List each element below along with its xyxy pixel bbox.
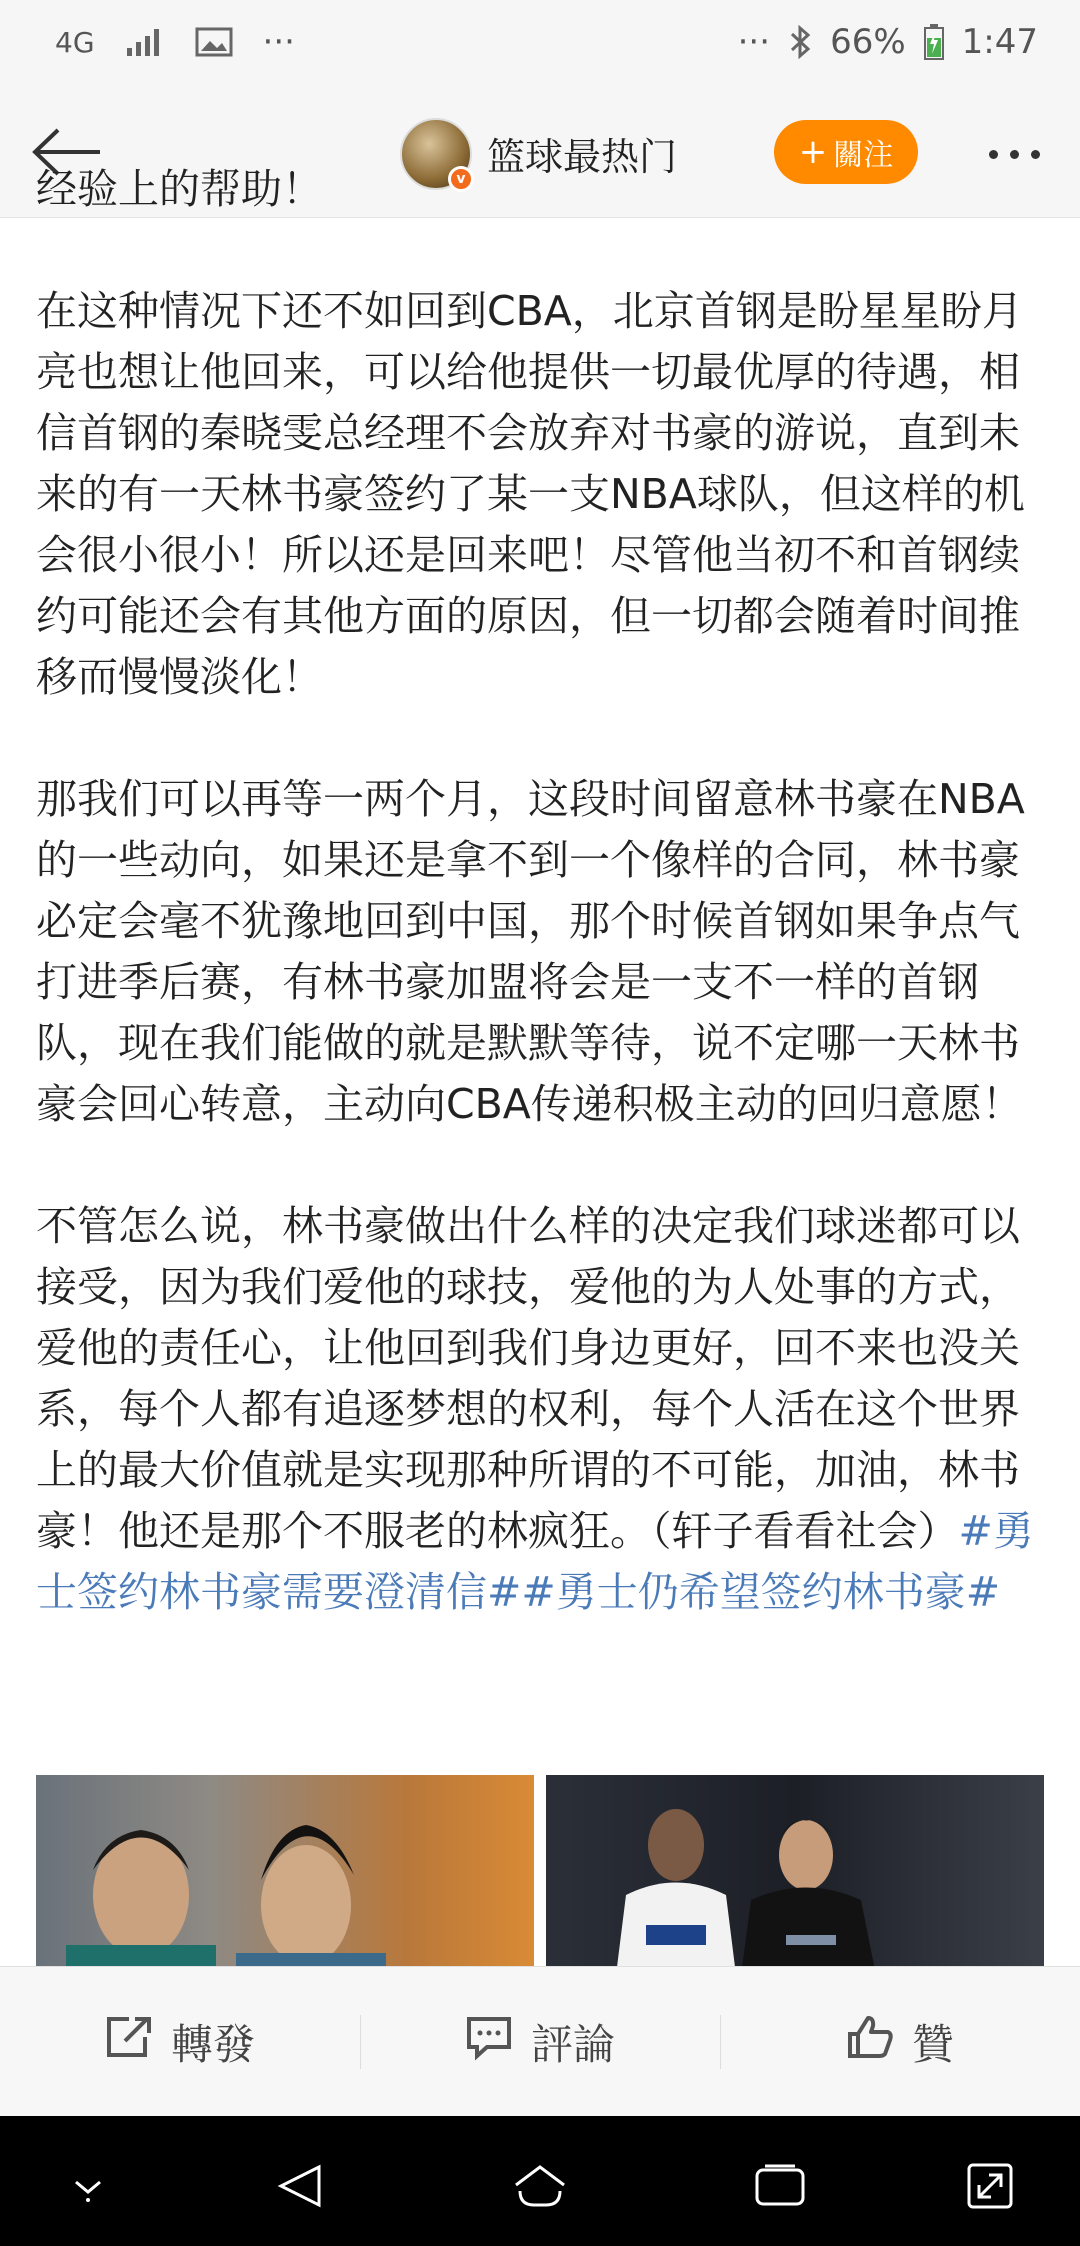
article-paragraph-last bbox=[36, 1196, 1036, 1623]
signal-icon bbox=[125, 26, 165, 58]
status-bar bbox=[0, 0, 1080, 90]
overflow-indicator-right: ··· bbox=[737, 22, 771, 62]
overflow-indicator: ··· bbox=[262, 22, 295, 62]
more-dots-icon bbox=[989, 150, 998, 159]
battery-percent: 66% bbox=[830, 22, 906, 62]
comment-label: 評論 bbox=[530, 2019, 615, 2069]
chevron-down-icon[interactable] bbox=[58, 2156, 118, 2216]
warriors-game-photo[interactable] bbox=[546, 1775, 1044, 1975]
share-icon bbox=[105, 2015, 153, 2069]
article-cut-line: 经验上的帮助！ bbox=[36, 165, 323, 213]
verified-badge-icon: v bbox=[448, 166, 474, 192]
clock: 1:47 bbox=[961, 22, 1038, 62]
like-button[interactable] bbox=[720, 1967, 1080, 2116]
hashtag-link[interactable]: #勇士仍希望签约林书豪# bbox=[521, 1568, 1001, 1616]
thumbs-up-icon bbox=[846, 2014, 894, 2070]
hashtag-link[interactable]: #勇士签约林书豪需要澄清信# bbox=[36, 1507, 1034, 1616]
home-icon[interactable] bbox=[510, 2156, 570, 2216]
article-body bbox=[36, 159, 1036, 1684]
like-label: 贊 bbox=[911, 2019, 954, 2069]
article-paragraph: 那我们可以再等一两个月，这段时间留意林书豪在NBA的一些动向，如果还是拿不到一个像样的合同，林书豪必定会毫不犹豫地回到中国，那个时候首钢如果争点气打进季后赛，有林书豪加盟将会是一支不一样的首钢队，现在我们能做的就是默默等待，说不定哪一天林书豪会回心转意，主动向CBA传递积极主动的回归意愿！ bbox=[36, 775, 1025, 1128]
bluetooth-icon bbox=[788, 25, 812, 59]
system-nav-bar bbox=[0, 2116, 1080, 2246]
jeremy-lin-photo[interactable] bbox=[36, 1775, 534, 1975]
article-paragraph-text: 不管怎么说，林书豪做出什么样的决定我们球迷都可以接受，因为我们爱他的球技，爱他的为人处事的方式，爱他的责任心，让他回到我们身边更好，回不来也没关系，每个人都有追逐梦想的权利，每个人活在这个世界上的最大价值就是实现那种所谓的不可能，加油，林书豪！他还是那个不服老的林疯狂。（轩子看看社会） bbox=[36, 1202, 1020, 1555]
image-grid bbox=[36, 1775, 1044, 1975]
repost-button[interactable] bbox=[0, 1967, 360, 2116]
network-type: 4G bbox=[55, 25, 95, 59]
repost-label: 轉發 bbox=[170, 2019, 255, 2069]
post-content[interactable] bbox=[0, 165, 1080, 1966]
recents-icon[interactable] bbox=[750, 2156, 810, 2216]
battery-charging-icon bbox=[924, 24, 944, 60]
back-triangle-icon[interactable] bbox=[270, 2156, 330, 2216]
expand-icon[interactable] bbox=[960, 2156, 1020, 2216]
action-bar bbox=[0, 1966, 1080, 2116]
comment-button[interactable] bbox=[360, 1967, 720, 2116]
article-paragraph: 在这种情况下还不如回到CBA，北京首钢是盼星星盼月亮也想让他回来，可以给他提供一切最优厚的待遇，相信首钢的秦晓雯总经理不会放弃对书豪的游说，直到未来的有一天林书豪签约了某一支NBA球队，但这样的机会很小很小！所以还是回来吧！尽管他当初不和首钢续约可能还会有其他方面的原因，但一切都会随着时间推移而慢慢淡化！ bbox=[36, 287, 1025, 701]
plus-icon: + bbox=[798, 132, 828, 172]
account-name[interactable]: 篮球最热门 bbox=[487, 135, 678, 179]
comment-icon bbox=[465, 2015, 513, 2069]
follow-label: 關注 bbox=[833, 138, 894, 173]
gallery-icon bbox=[195, 27, 233, 57]
